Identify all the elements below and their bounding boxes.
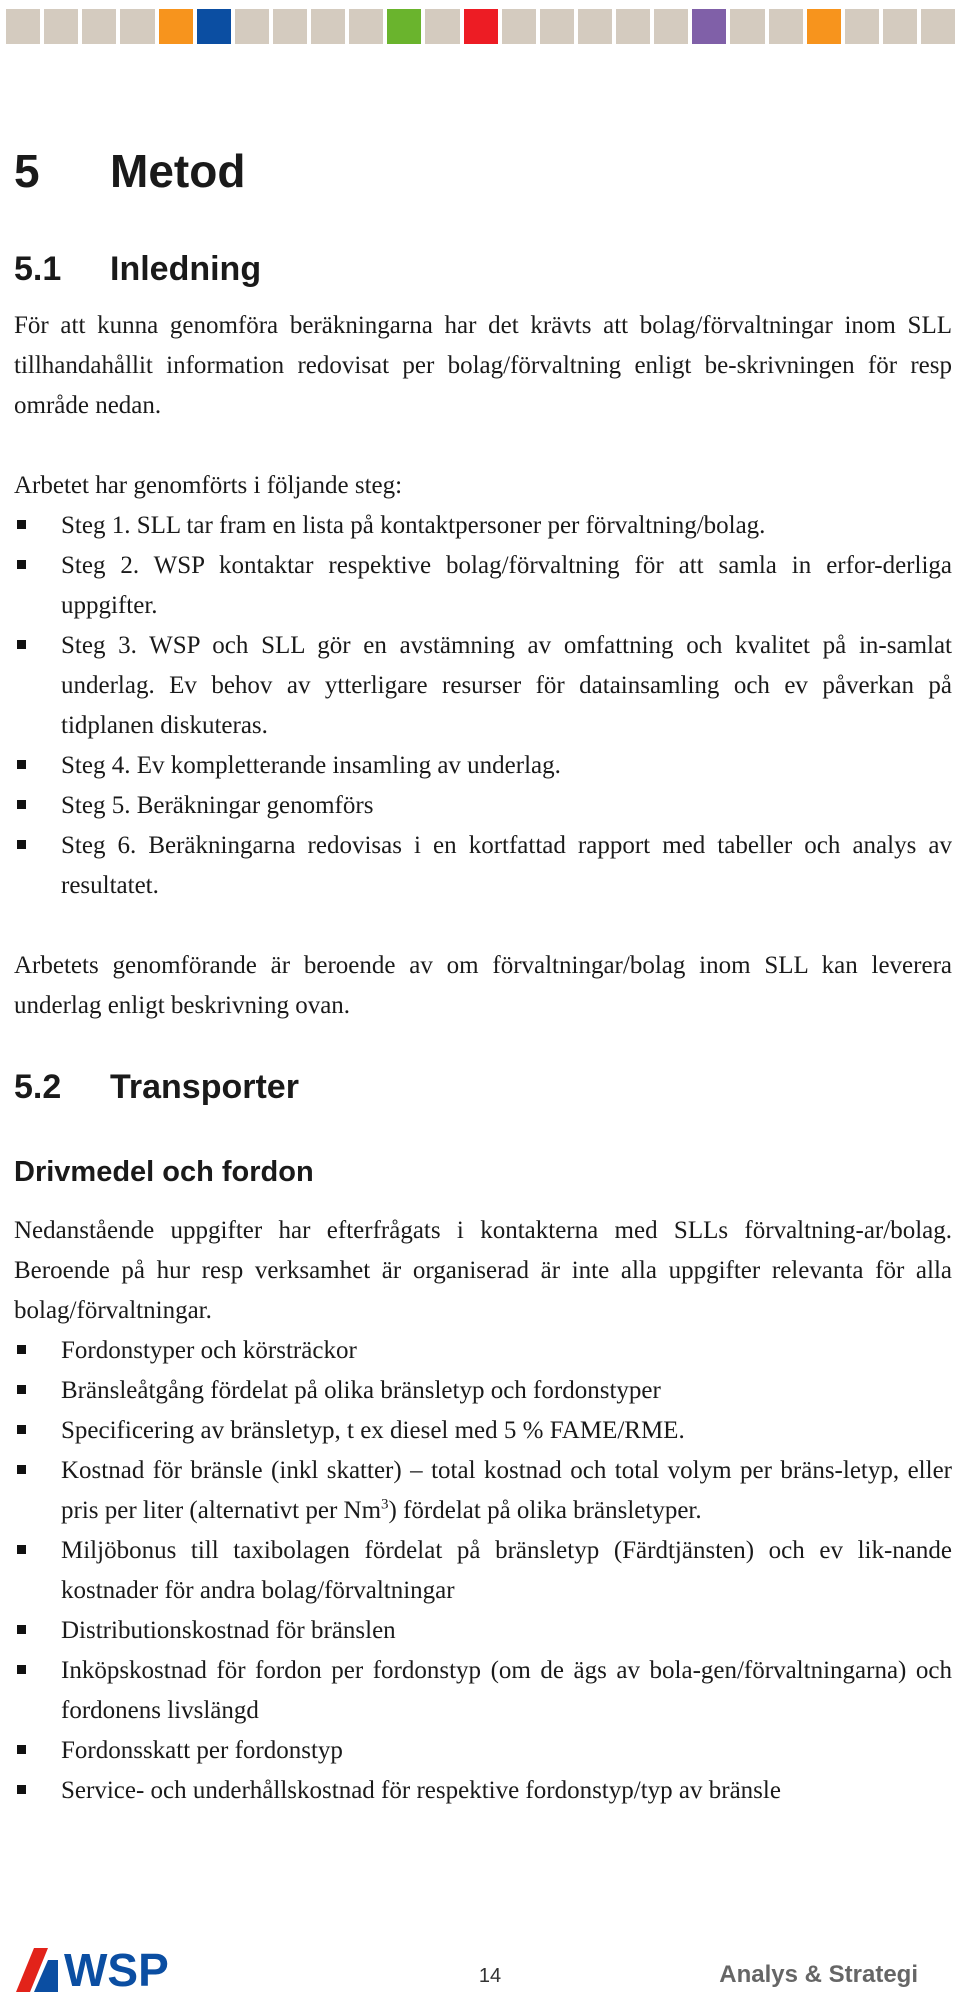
page-content (14, 145, 952, 1811)
section-heading-inledning (14, 252, 952, 286)
closing-paragraph: Arbetets genomförande är beroende av om förvaltningar/bolag inom SLL kan leverera underlag enligt beskrivning ovan. (14, 952, 952, 1019)
section-heading-transporter (14, 1070, 952, 1104)
section-title: Transporter (110, 1068, 299, 1106)
color-bar-cell (6, 9, 40, 44)
list-item: Steg 3. WSP och SLL gör en avstämning av omfattning och kvalitet på in-samlat underlag. Ev behov av ytterligare resurser för datainsamling och ev påverkan på tidplanen diskuteras. (14, 626, 952, 746)
logo-text: WSP (64, 1944, 169, 1994)
color-bar-cell (120, 9, 154, 44)
color-bar-cell (197, 9, 231, 44)
color-bar-cell (845, 9, 879, 44)
header-color-bar (6, 9, 955, 44)
chapter-number: 5 (14, 145, 40, 197)
transport-paragraph: Nedanstående uppgifter har efterfrågats i kontakterna med SLLs förvaltning-ar/bolag. Beroende på hur resp verksamhet är organiserad är inte alla uppgifter relevanta för alla bolag/förvaltningar. (14, 1217, 952, 1324)
fuel-cost-text: Kostnad för bränsle (inkl skatter) – total kostnad och total volym per bräns-letyp, eller pris per liter (alternativt per Nm (61, 1457, 952, 1524)
color-bar-cell (425, 9, 459, 44)
color-bar-cell (883, 9, 917, 44)
steps-intro: Arbetet har genomförts i följande steg: (14, 472, 403, 499)
footer-label: Analys & Strategi (719, 1961, 918, 1988)
color-bar-cell (730, 9, 764, 44)
chapter-title: Metod (110, 145, 246, 197)
list-item: Steg 2. WSP kontaktar respektive bolag/förvaltning för att samla in erfor-derliga uppgifter. (14, 546, 952, 626)
list-item: Fordonsskatt per fordonstyp (14, 1731, 952, 1771)
color-bar-cell (311, 9, 345, 44)
color-bar-cell (235, 9, 269, 44)
superscript: 3 (381, 1496, 389, 1513)
list-item: Miljöbonus till taxibolagen fördelat på bränsletyp (Färdtjänsten) och ev lik-nande kostnader för andra bolag/förvaltningar (14, 1531, 952, 1611)
page-number: 14 (478, 1965, 502, 1987)
list-item: Fordonstyper och körsträckor (14, 1331, 952, 1371)
color-bar-cell (349, 9, 383, 44)
section-number: 5.2 (14, 1068, 62, 1106)
color-bar-cell (692, 9, 726, 44)
color-bar-cell (502, 9, 536, 44)
color-bar-cell (616, 9, 650, 44)
color-bar-cell (578, 9, 612, 44)
color-bar-cell (387, 9, 421, 44)
list-item: Bränsleåtgång fördelat på olika bränsletyp och fordonstyper (14, 1371, 952, 1411)
list-item: Steg 4. Ev kompletterande insamling av underlag. (14, 746, 952, 786)
color-bar-cell (159, 9, 193, 44)
color-bar-cell (807, 9, 841, 44)
list-item: Distributionskostnad för bränslen (14, 1611, 952, 1651)
section-number: 5.1 (14, 250, 62, 288)
color-bar-cell (82, 9, 116, 44)
list-item: Inköpskostnad för fordon per fordonstyp (om de ägs av bola-gen/förvaltningarna) och fordonens livslängd (14, 1651, 952, 1731)
color-bar-cell (921, 9, 955, 44)
color-bar-cell (540, 9, 574, 44)
wsp-logo (14, 1944, 200, 1994)
fuel-cost-text-end: ) fördelat på olika bränsletyper. (388, 1497, 702, 1524)
inledning-paragraph: För att kunna genomföra beräkningarna har det krävts att bolag/förvaltningar inom SLL tillhandahållit information redovisat per bolag/förvaltning enligt be-skrivningen för resp område nedan. (14, 312, 952, 419)
subheading-drivmedel: Drivmedel och fordon (14, 1156, 314, 1188)
list-item: Steg 6. Beräkningarna redovisas i en kortfattad rapport med tabeller och analys av resultatet. (14, 826, 952, 906)
color-bar-cell (464, 9, 498, 44)
list-item: Steg 5. Beräkningar genomförs (14, 786, 952, 826)
color-bar-cell (44, 9, 78, 44)
steps-list (14, 506, 952, 906)
transport-list (14, 1331, 952, 1811)
section-title: Inledning (110, 250, 262, 288)
color-bar-cell (273, 9, 307, 44)
list-item (14, 1451, 952, 1531)
color-bar-cell (654, 9, 688, 44)
list-item: Specificering av bränsletyp, t ex diesel med 5 % FAME/RME. (14, 1411, 952, 1451)
color-bar-cell (769, 9, 803, 44)
chapter-heading (14, 145, 952, 197)
page-footer (0, 1944, 960, 2005)
list-item: Service- och underhållskostnad för respektive fordonstyp/typ av bränsle (14, 1771, 952, 1811)
list-item: Steg 1. SLL tar fram en lista på kontaktpersoner per förvaltning/bolag. (14, 506, 952, 546)
